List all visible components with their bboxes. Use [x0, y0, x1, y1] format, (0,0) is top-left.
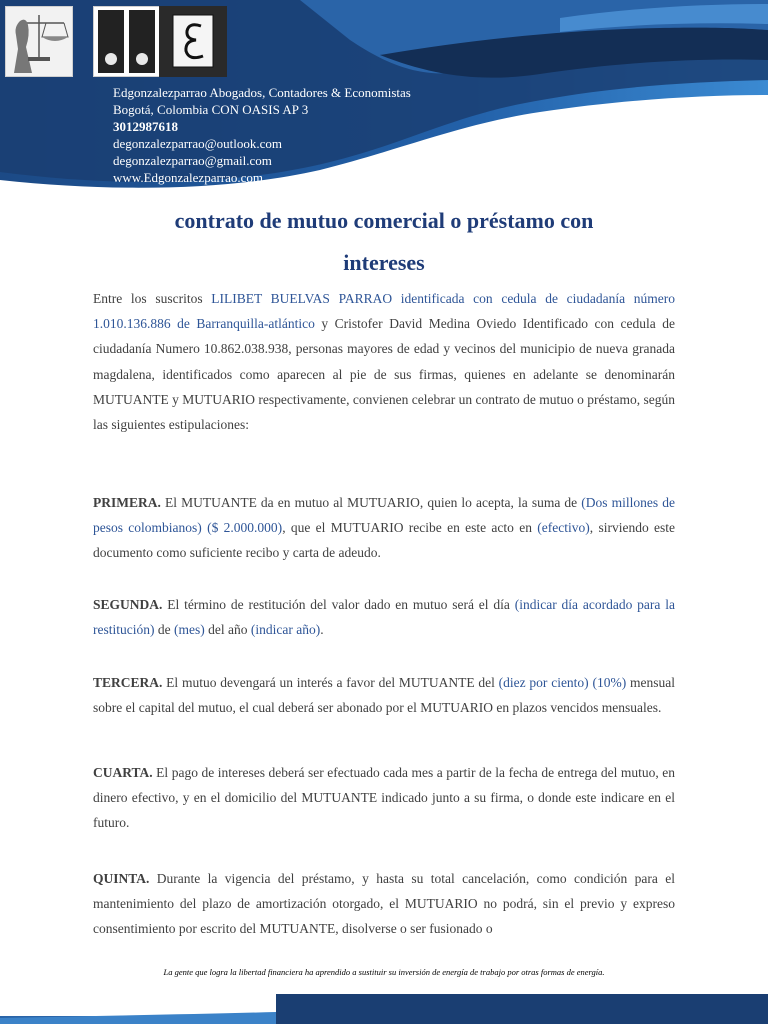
title-line-2: intereses: [343, 250, 425, 275]
placeholder-month: (mes): [173, 622, 205, 638]
clause-text: .: [320, 622, 324, 638]
clause-label: CUARTA.: [93, 765, 153, 780]
clause-text: del año: [204, 622, 251, 638]
clause-text: mensual sobre el capital del mutuo, el cual deberá ser abonado por el MUTUARIO en plazos vencidos mensuales.: [93, 675, 675, 716]
firm-email-gmail[interactable]: degonzalezparrao@gmail.com: [113, 153, 272, 168]
clause-label: TERCERA.: [93, 675, 163, 690]
firm-website[interactable]: www.Edgonzalezparrao.com: [113, 170, 264, 185]
scales-of-justice-logo: [5, 6, 73, 77]
interest-rate: (diez por ciento) (10%): [498, 675, 627, 690]
firm-contact-block: [113, 84, 411, 186]
clause-cuarta: [93, 760, 675, 836]
document-title: [93, 200, 675, 284]
intro-text-1: Entre los suscritos: [93, 291, 212, 306]
firm-address: Bogotá, Colombia CON OASIS AP 3: [113, 102, 309, 117]
firm-name: Edgonzalezparrao Abogados, Contadores & Economistas: [113, 85, 411, 100]
clause-text: de: [154, 622, 174, 638]
clause-quinta: [93, 866, 675, 942]
intro-text-2: y Cristofer David Medina Oviedo Identificado con cedula de ciudadanía Numero 10.862.038.938, personas mayores de edad y vecinos del municipio de nueva granada magdalena, identificados como aparecen al pie de sus firmas, quienes en adelante se denominarán MUTUANTE y MUTUARIO respectivamente, convienen celebrar un contrato de mutuo o préstamo, según las siguientes estipulaciones:: [93, 316, 675, 433]
clause-segunda: [93, 592, 675, 642]
e-monogram-logo: [159, 6, 227, 77]
clause-label: SEGUNDA.: [93, 597, 163, 612]
intro-lender-id: LILIBET BUELVAS PARRAO identificada con cedula de ciudadanía número 1.010.136.886 de Barranquilla-atlántico: [93, 291, 675, 332]
clause-primera: [93, 490, 675, 566]
clause-tercera: [93, 670, 675, 720]
clause-text: El término de restitución del valor dado en mutuo será el día: [162, 597, 515, 612]
clause-label: PRIMERA.: [93, 495, 161, 510]
clause-text: , sirviendo este documento como suficiente recibo y carta de adeudo.: [93, 520, 675, 561]
clause-text: El mutuo devengará un interés a favor del MUTUANTE del: [162, 675, 499, 690]
footer-motto: La gente que logra la libertad financiera ha aprendido a sustituir su inversión de energía de trabajo por otras formas de energía.: [163, 967, 605, 977]
placeholder-day: (indicar día acordado para la restitución): [93, 597, 675, 638]
amount-words: (Dos millones de pesos colombianos): [93, 495, 676, 536]
placeholder-year: (indicar año): [250, 622, 321, 638]
payment-form: (efectivo): [537, 520, 590, 536]
clause-text: , que el MUTUARIO recibe en este acto en: [282, 520, 538, 536]
title-line-1: contrato de mutuo comercial o préstamo con: [174, 208, 594, 233]
clause-text: El pago de intereses deberá ser efectuado cada mes a partir de la fecha de entrega del mutuo, en dinero efectivo, y en el domicilio del MUTUANTE indicado junto a su firma, o donde este indicare en el futuro.: [93, 765, 675, 831]
footer-wave-bar: [0, 990, 768, 1024]
clause-text: Durante la vigencia del préstamo, y hasta su total cancelación, como condición para el mantenimiento del plazo de amortización otorgado, el MUTUARIO no podrá, sin el previo y expreso consentimiento por escrito del MUTUANTE, disolverse o ser fusionado o: [93, 871, 675, 937]
clause-text: El MUTUANTE da en mutuo al MUTUARIO, quien lo acepta, la suma de: [160, 495, 582, 510]
amount-number: ($ 2.000.000): [207, 520, 283, 536]
firm-email-outlook[interactable]: degonzalezparrao@outlook.com: [113, 136, 282, 151]
firm-phone: 3012987618: [113, 119, 178, 134]
binders-logo: [93, 6, 161, 77]
intro-paragraph: [93, 286, 675, 437]
clause-label: QUINTA.: [93, 871, 150, 886]
